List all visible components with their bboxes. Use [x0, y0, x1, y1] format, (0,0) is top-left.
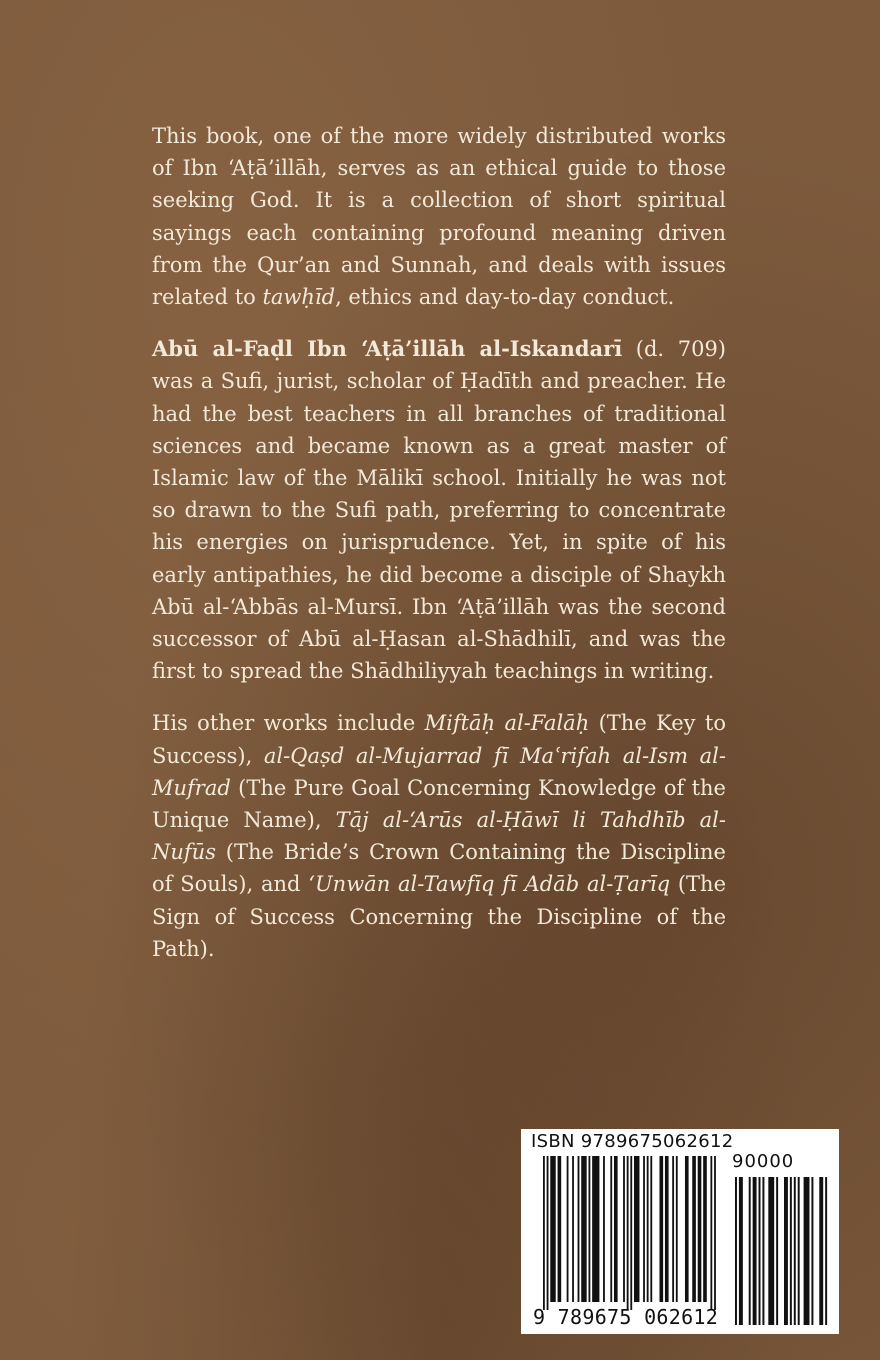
- isbn-barcode-block: [521, 1129, 839, 1334]
- ean13-bar-23: [676, 1156, 678, 1302]
- text-run: , ethics and day-to-day conduct.: [335, 285, 675, 310]
- text-run: His other works include: [152, 711, 425, 736]
- ean13-bar-0: [543, 1156, 545, 1310]
- ean13-bar-22: [672, 1156, 674, 1302]
- text-run: Abū al-Faḍl Ibn ‘Aṭā’illāh al-Iskandarī: [152, 336, 623, 362]
- ean13-bar-27: [703, 1156, 707, 1302]
- ean13-bar-12: [614, 1156, 618, 1302]
- ean13-bar-25: [692, 1156, 696, 1302]
- ean5-bar-2: [749, 1177, 751, 1325]
- text-run: (The Pure Goal Concerning Knowledge of the Unique Name),: [152, 775, 726, 833]
- ean13-bar-14: [627, 1156, 629, 1310]
- ean13-bar-28: [710, 1156, 712, 1310]
- text-run: ‘Unwān al-Tawfīq fī Adāb al-Ṭarīq: [308, 872, 671, 897]
- text-run: (The Key to Success),: [152, 711, 726, 768]
- ean13-bar-1: [547, 1156, 549, 1310]
- ean13-bar-26: [698, 1156, 702, 1302]
- back-cover-description: [152, 120, 726, 985]
- ean13-bar-29: [714, 1156, 716, 1310]
- isbn-label: ISBN 9789675062612: [531, 1131, 734, 1152]
- ean5-bar-7: [776, 1177, 778, 1325]
- ean5-bar-5: [762, 1177, 764, 1325]
- ean5-bar-11: [798, 1177, 800, 1325]
- text-run: Tāj al-‘Arūs al-Ḥāwī li Tahdhīb al-Nufūs: [152, 808, 726, 865]
- ean13-bar-24: [685, 1156, 689, 1302]
- ean13-bar-9: [592, 1156, 599, 1302]
- ean13-bar-6: [578, 1156, 580, 1302]
- ean5-bar-9: [790, 1177, 792, 1325]
- ean5-bar-8: [784, 1177, 788, 1325]
- barcode-digits: 9 789675 062612: [533, 1305, 719, 1329]
- ean5-bar-3: [753, 1177, 757, 1325]
- ean13-bar-4: [567, 1156, 569, 1302]
- ean13-bar-10: [603, 1156, 605, 1302]
- ean5-bar-6: [768, 1177, 774, 1325]
- ean13-bar-7: [581, 1156, 586, 1302]
- ean5-bar-10: [794, 1177, 796, 1325]
- ean13-bar-18: [647, 1156, 649, 1302]
- ean5-bar-13: [811, 1177, 813, 1325]
- text-run: (The Sign of Success Concerning the Discipline of the Path).: [152, 872, 726, 961]
- text-run: This book, one of the more widely distributed works of Ibn ‘Aṭā’illāh, serves as an ethical guide to those seeking God. It is a collection of short spiritual sayings each containing profound meaning driven from the Qur’an and Sunnah, and deals with issues related to: [152, 124, 726, 310]
- text-run: Miftāḥ al-Falāḥ: [424, 711, 590, 736]
- ean5-bar-1: [739, 1177, 743, 1325]
- ean13-bar-5: [572, 1156, 574, 1302]
- ean13-bar-13: [623, 1156, 625, 1302]
- author-bio-paragraph: [152, 333, 726, 687]
- text-run: (The Bride’s Crown Containing the Discipline of Souls), and: [152, 840, 726, 897]
- description-paragraph-1: [152, 120, 726, 313]
- ean13-bar-21: [665, 1156, 669, 1302]
- ean5-bar-12: [804, 1177, 810, 1325]
- ean5-bar-15: [825, 1177, 827, 1325]
- ean13-bar-19: [650, 1156, 652, 1302]
- ean13-bar-17: [643, 1156, 645, 1302]
- text-run: tawḥīd: [262, 285, 336, 310]
- ean13-bar-2: [550, 1156, 555, 1302]
- ean13-bar-3: [558, 1156, 562, 1302]
- ean5-bar-0: [735, 1177, 737, 1325]
- text-run: (d. 709) was a Sufi, jurist, scholar of Ḥadīth and preacher. He had the best teachers in all branches of traditional sciences and became known as a great master of Islamic law of the Mālikī school. Initially he was not so drawn to the Sufi path, preferring to concentrate his energies on jurisprudence. Yet, in spite of his early antipathies, he did become a disciple of Shaykh Abū al-‘Abbās al-Mursī. Ibn ‘Aṭā’illāh was the second successor of Abū al-Ḥasan al-Shādhilī, and was the first to spread the Shādhiliyyah teachings in writing.: [152, 337, 726, 684]
- ean13-bar-11: [610, 1156, 612, 1302]
- ean13-bar-8: [589, 1156, 591, 1302]
- ean5-bar-14: [819, 1177, 823, 1325]
- other-works-paragraph: [152, 707, 726, 965]
- price-code-label: 90000: [732, 1151, 795, 1172]
- ean13-bar-16: [634, 1156, 639, 1302]
- text-run: al-Qaṣd al-Mujarrad fī Maʿrifah al-Ism al-Mufrad: [152, 743, 726, 800]
- ean5-bar-4: [759, 1177, 761, 1325]
- ean13-bar-15: [630, 1156, 632, 1310]
- ean13-bar-20: [659, 1156, 663, 1302]
